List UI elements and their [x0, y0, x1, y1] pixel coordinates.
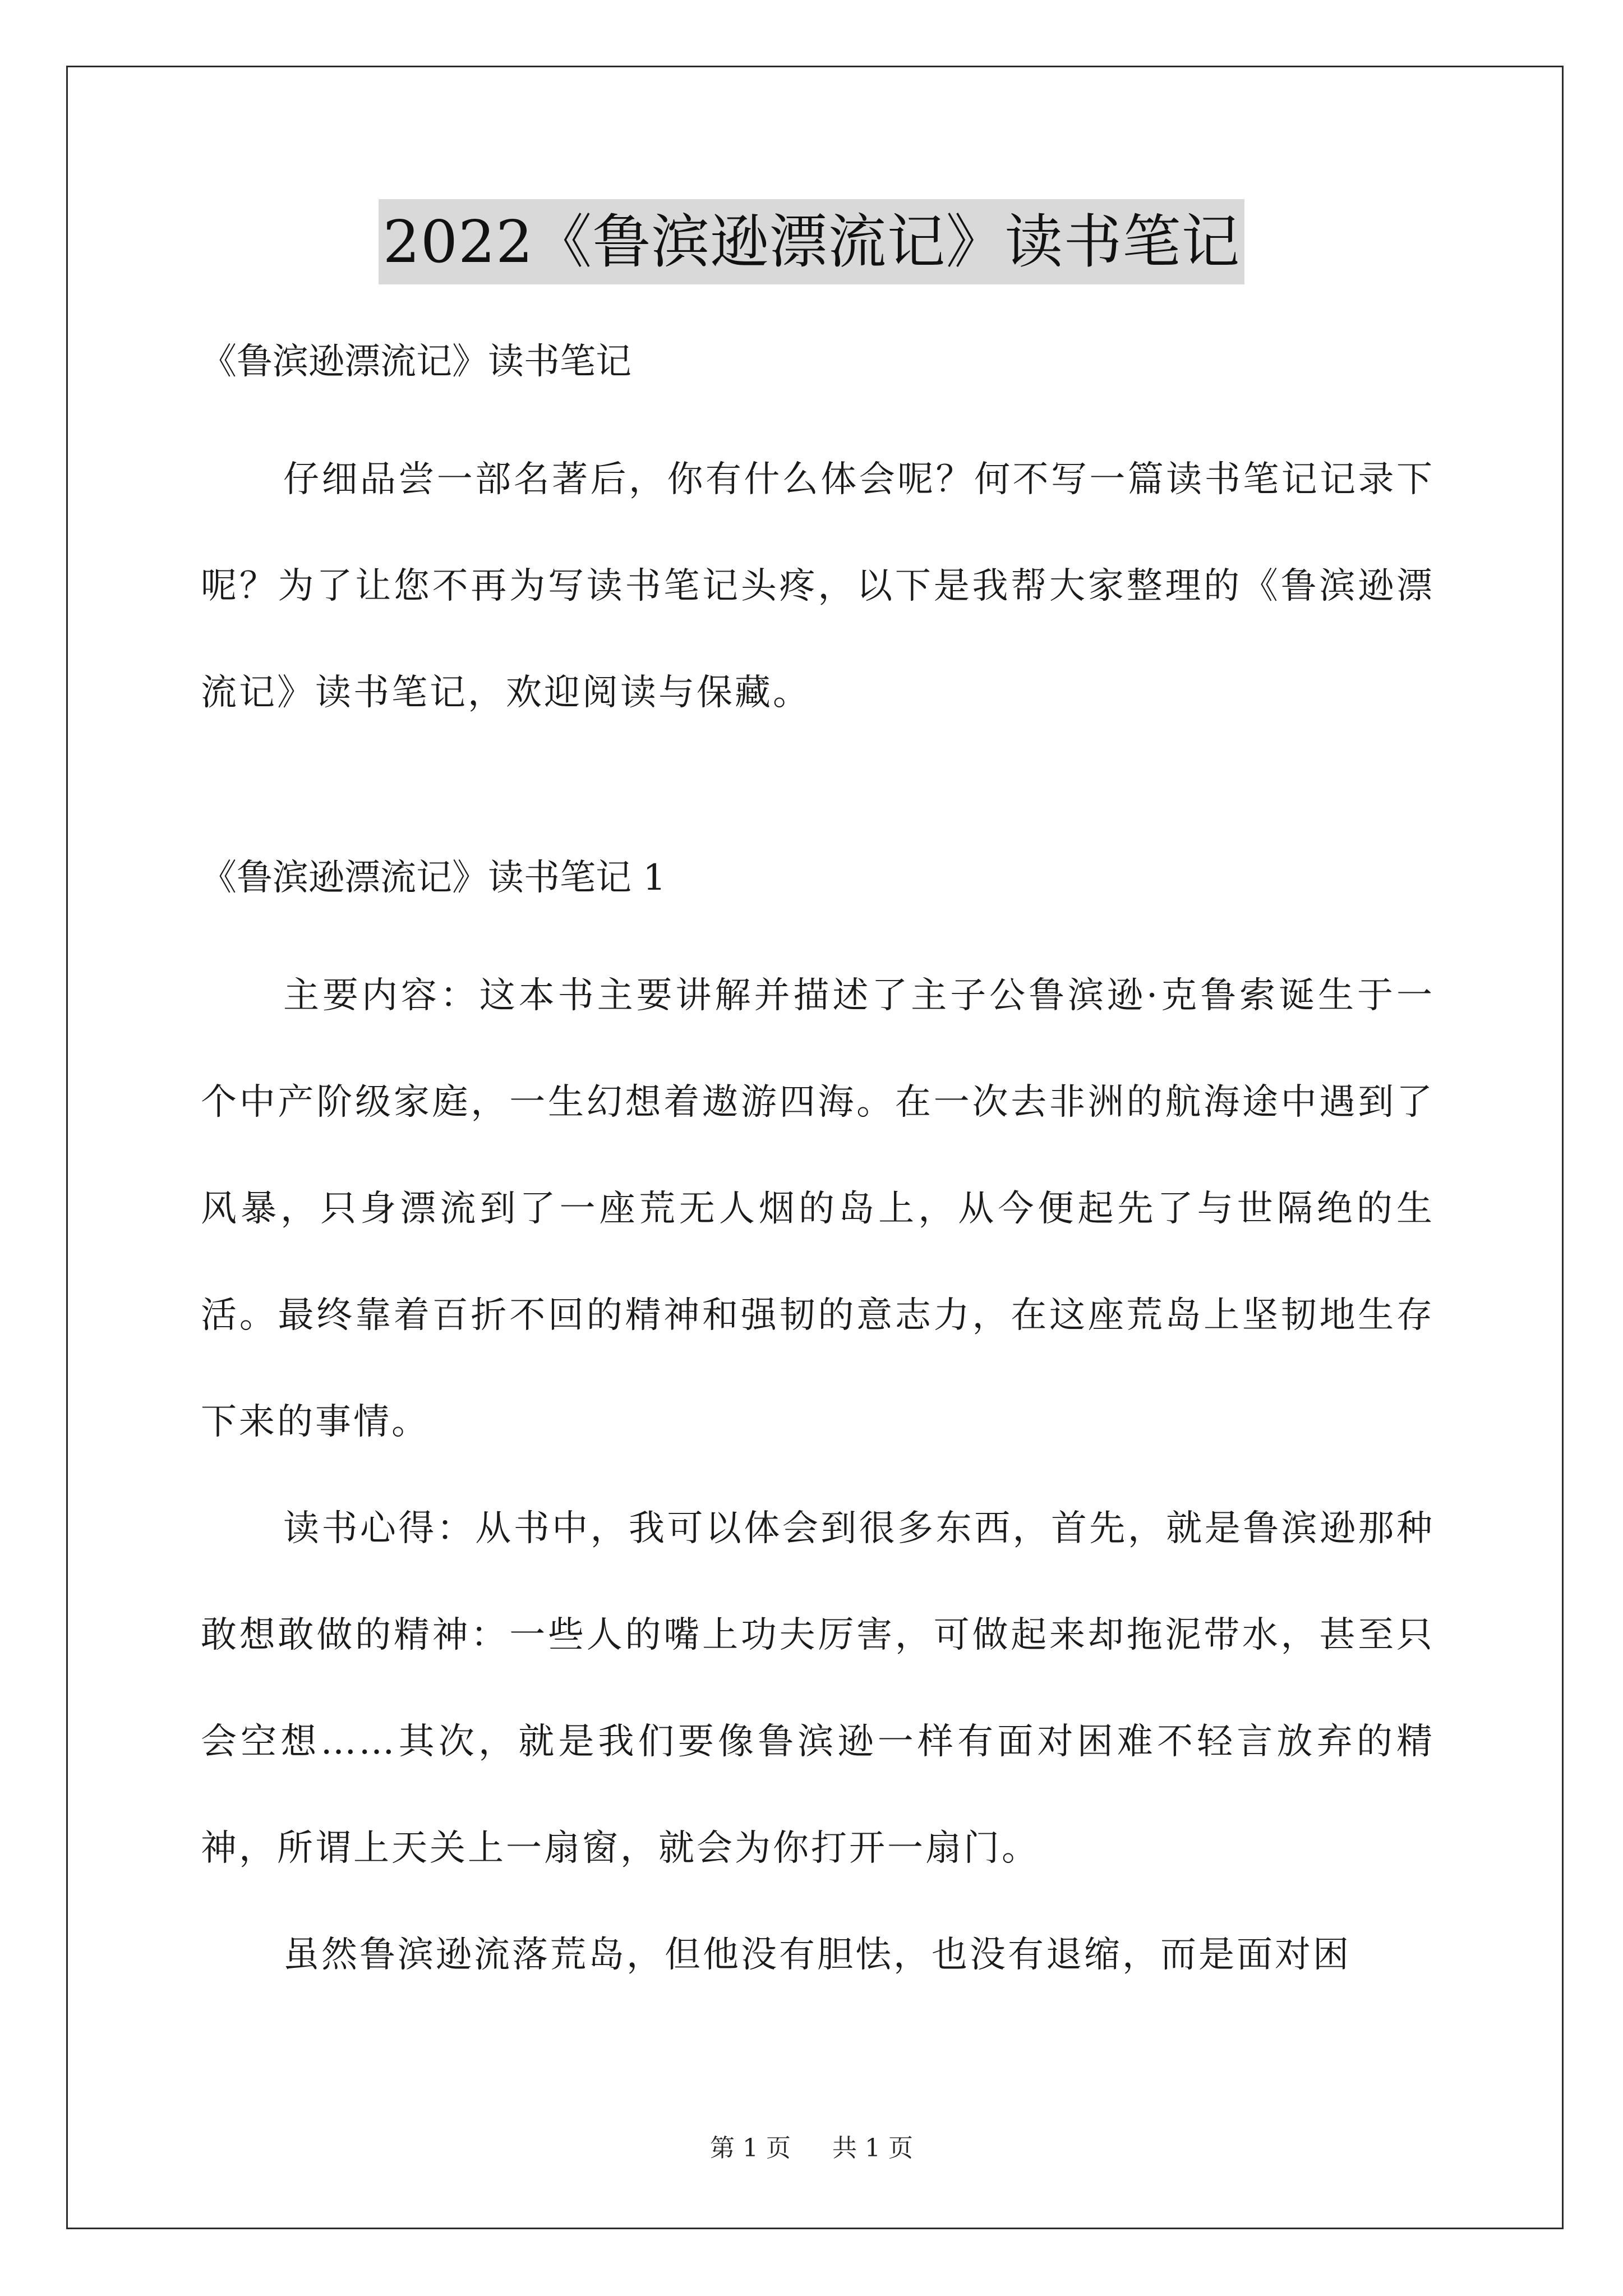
page-number: 第 1 页 — [710, 2134, 791, 2162]
document-body — [201, 337, 1435, 2008]
spacer — [201, 746, 1435, 853]
body-paragraph-summary: 主要内容：这本书主要讲解并描述了主子公鲁滨逊·克鲁索诞生于一个中产阶级家庭，一生幻想着遨游四海。在一次去非洲的航海途中遇到了风暴，只身漂流到了一座荒无人烟的岛上，从今便起先了与世隔绝的生活。最终靠着百折不回的精神和强韧的意志力，在这座荒岛上坚韧地生存下来的事情。 — [201, 975, 1435, 1443]
document-title: 2022《鲁滨逊漂流记》读书笔记 — [379, 199, 1245, 284]
spacer — [201, 387, 1435, 426]
page-total: 共 1 页 — [832, 2134, 913, 2162]
intro-heading: 《鲁滨逊漂流记》读书笔记 — [201, 341, 631, 383]
spacer — [201, 903, 1435, 942]
intro-paragraph: 仔细品尝一部名著后，你有什么体会呢？何不写一篇读书笔记记录下呢？为了让您不再为写读书笔记头疼，以下是我帮大家整理的《鲁滨逊漂流记》读书笔记，欢迎阅读与保藏。 — [201, 459, 1435, 714]
section-heading: 《鲁滨逊漂流记》读书笔记 1 — [201, 857, 666, 899]
title-container — [0, 199, 1623, 284]
body-paragraph-continued: 虽然鲁滨逊流落荒岛，但他没有胆怯，也没有退缩，而是面对困 — [283, 1934, 1351, 1976]
body-paragraph-reflection: 读书心得：从书中，我可以体会到很多东西，首先，就是鲁滨逊那种敢想敢做的精神：一些人的嘴上功夫厉害，可做起来却拖泥带水，甚至只会空想……其次，就是我们要像鲁滨逊一样有面对困难不轻言放弃的精神，所谓上天关上一扇窗，就会为你打开一扇门。 — [201, 1508, 1435, 1869]
page-footer — [0, 2132, 1623, 2165]
